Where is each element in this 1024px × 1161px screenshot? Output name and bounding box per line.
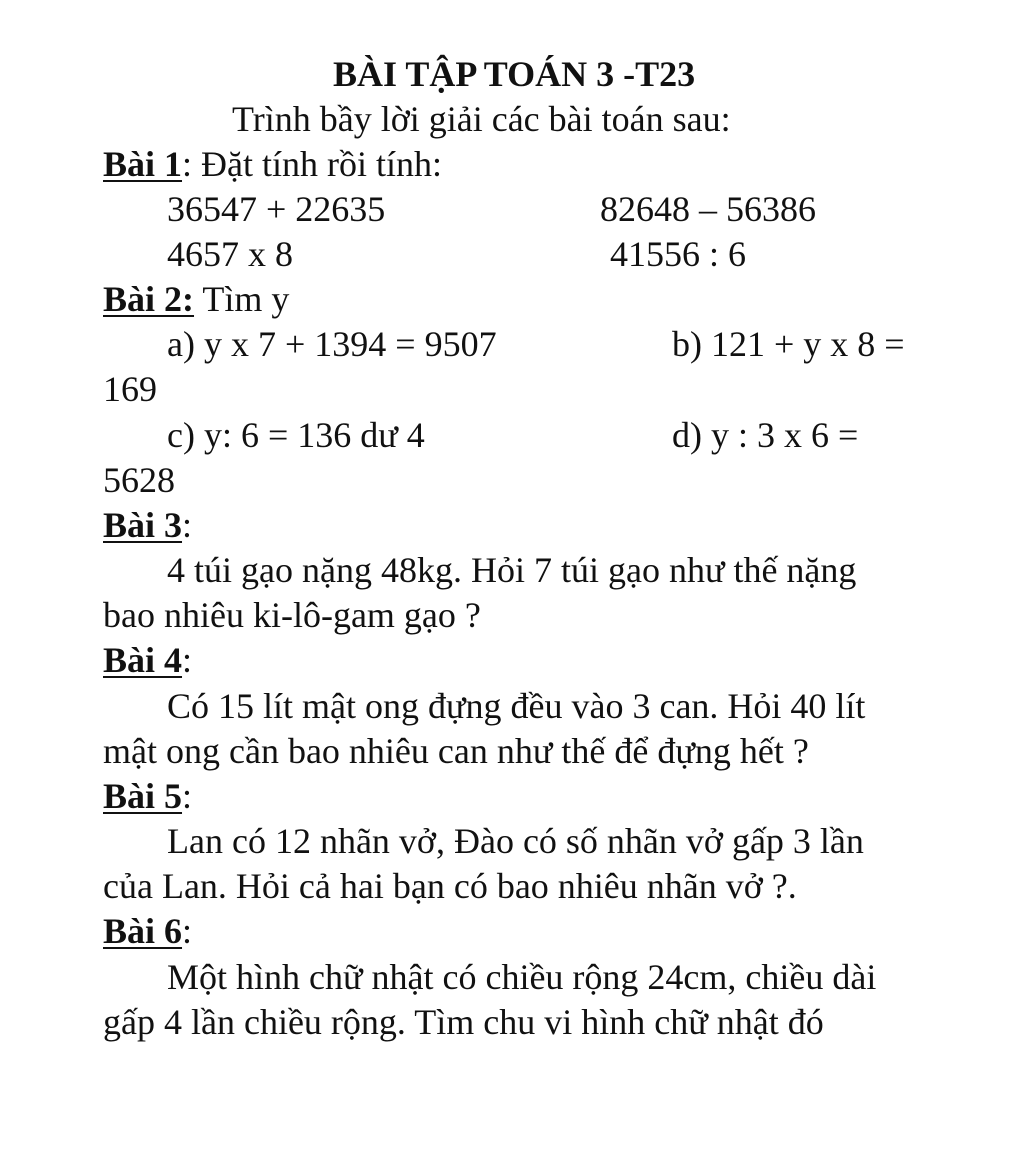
bai5-label: Bài 5 xyxy=(103,776,183,816)
bai1-expr-c: 4657 x 8 xyxy=(167,234,293,274)
bai2-part-b: b) 121 + y x 8 = xyxy=(672,324,905,364)
bai1-instruction: : Đặt tính rồi tính: xyxy=(182,144,442,184)
page-title: BÀI TẬP TOÁN 3 -T23 xyxy=(333,54,696,94)
bai3-text-line2: bao nhiêu ki-lô-gam gạo ? xyxy=(103,595,481,635)
bai1-heading xyxy=(103,142,442,186)
bai3-text-line1: 4 túi gạo nặng 48kg. Hỏi 7 túi gạo như thế nặng xyxy=(167,550,857,590)
bai3-label: Bài 3 xyxy=(103,505,183,545)
bai6-text-line2: gấp 4 lần chiều rộng. Tìm chu vi hình chữ nhật đó xyxy=(103,1002,824,1042)
bai5-heading: Bài 5: xyxy=(103,776,193,816)
bai1-expr-a: 36547 + 22635 xyxy=(167,189,386,229)
bai6-heading: Bài 6: xyxy=(103,911,193,951)
bai1-label: Bài 1 xyxy=(103,144,183,184)
bai5-text-line1: Lan có 12 nhãn vở, Đào có số nhãn vở gấp 3 lần xyxy=(167,821,864,861)
bai3-heading: Bài 3: xyxy=(103,505,193,545)
page-subtitle: Trình bầy lời giải các bài toán sau: xyxy=(232,99,731,139)
bai2-heading xyxy=(103,277,289,321)
bai2-label: Bài 2: xyxy=(103,279,195,319)
bai5-text-line2: của Lan. Hỏi cả hai bạn có bao nhiêu nhãn vở ?. xyxy=(103,866,797,906)
bai1-expr-b: 82648 – 56386 xyxy=(600,189,816,229)
bai4-text-line2: mật ong cần bao nhiêu can như thế để đựng hết ? xyxy=(103,731,809,771)
bai2-part-c: c) y: 6 = 136 dư 4 xyxy=(167,415,425,455)
bai2-instruction: Tìm y xyxy=(194,279,290,319)
bai4-label: Bài 4 xyxy=(103,640,183,680)
bai2-part-d: d) y : 3 x 6 = xyxy=(672,415,859,455)
bai2-part-b-continued: 169 xyxy=(103,369,157,409)
bai2-part-d-continued: 5628 xyxy=(103,460,175,500)
bai6-label: Bài 6 xyxy=(103,911,183,951)
bai4-heading: Bài 4: xyxy=(103,640,193,680)
bai6-text-line1: Một hình chữ nhật có chiều rộng 24cm, chiều dài xyxy=(167,957,877,997)
bai2-part-a: a) y x 7 + 1394 = 9507 xyxy=(167,324,497,364)
bai4-text-line1: Có 15 lít mật ong đựng đều vào 3 can. Hỏi 40 lít xyxy=(167,686,866,726)
bai1-expr-d: 41556 : 6 xyxy=(610,234,747,274)
